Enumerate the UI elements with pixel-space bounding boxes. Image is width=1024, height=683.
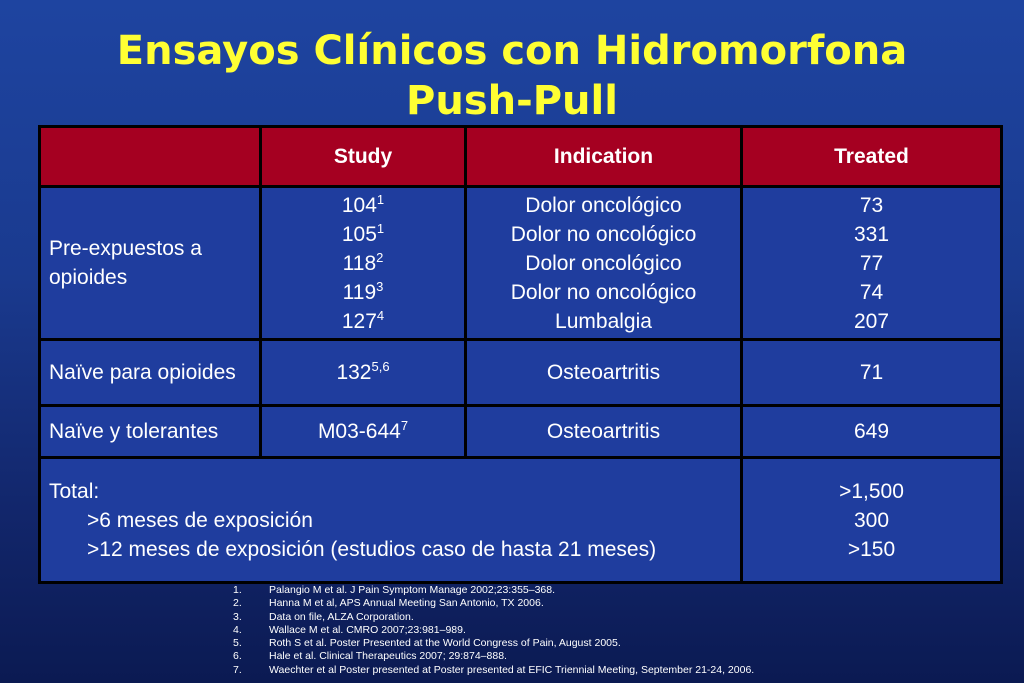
table-row <box>40 187 1002 340</box>
treated-value: 71 <box>859 361 884 384</box>
total-values-cell <box>742 458 1002 583</box>
reference-item <box>233 650 754 663</box>
slide-title-line-1: Ensayos Clínicos con Hidromorfona <box>116 28 908 74</box>
table-row <box>40 340 1002 406</box>
study-ref: 3 <box>376 278 384 294</box>
group-label: Pre-expuestos a opioides <box>40 187 261 340</box>
group-label: Naïve y tolerantes <box>40 406 261 458</box>
reference-number: 4. <box>233 623 242 636</box>
reference-number: 3. <box>233 610 242 623</box>
reference-text: Hanna M et al, APS Annual Meeting San Antonio, TX 2006. <box>269 597 544 610</box>
treated-value: 207 <box>853 309 890 333</box>
study-ref: 2 <box>376 249 384 265</box>
study-cell <box>261 340 466 406</box>
study-ref: 5,6 <box>371 359 390 374</box>
treated-value: 73 <box>859 193 884 217</box>
treated-cell <box>742 406 1002 458</box>
study-cell <box>261 406 466 458</box>
reference-number: 7. <box>233 663 242 676</box>
study-id: 132 <box>336 361 372 384</box>
study-ref: 1 <box>376 191 385 207</box>
reference-text: Data on file, ALZA Corporation. <box>269 610 414 623</box>
total-label: Total: <box>49 479 100 503</box>
study-id: M03-644 <box>317 420 401 443</box>
slide-title-line-2: Push-Pull <box>406 78 618 124</box>
reference-item <box>233 597 754 610</box>
reference-text: Palangio M et al. J Pain Symptom Manage 2002;23:355–368. <box>269 584 556 596</box>
study-ref: 1 <box>376 220 385 236</box>
total-value: >1,500 <box>839 479 904 503</box>
references-list <box>233 584 754 677</box>
study-id: 119 <box>342 280 377 304</box>
reference-item <box>233 584 754 597</box>
total-item: >6 meses de exposición <box>87 508 313 532</box>
study-id: 118 <box>342 251 377 275</box>
total-item: >12 meses de exposición (estudios caso de hasta 21 meses) <box>87 537 657 561</box>
reference-text: Hale et al. Clinical Therapeutics 2007; 29:874–888. <box>269 650 507 663</box>
header-indication: Indication <box>466 127 742 187</box>
reference-number: 2. <box>233 597 242 610</box>
indication-text: Dolor oncológico <box>525 251 682 275</box>
table-total-row <box>40 458 1002 583</box>
table-row <box>40 406 1002 458</box>
indication-cell <box>466 406 742 458</box>
reference-number: 6. <box>233 650 242 663</box>
total-label-cell <box>40 458 742 583</box>
total-value: 300 <box>853 508 890 532</box>
header-empty-cell <box>40 127 261 187</box>
indication-text: Osteoartritis <box>546 361 661 384</box>
group-label: Naïve para opioides <box>40 340 261 406</box>
treated-value: 77 <box>859 251 884 275</box>
reference-item <box>233 637 754 650</box>
indication-cell <box>466 187 742 340</box>
reference-item <box>233 664 754 677</box>
clinical-trials-table <box>38 125 1003 584</box>
reference-text: Waechter et al Poster presented at Poster presented at EFIC Triennial Meeting, September 21-24, 2006. <box>269 663 755 676</box>
reference-item <box>233 624 754 637</box>
table-header-row <box>40 127 1002 187</box>
reference-number: 1. <box>233 584 242 596</box>
study-id: 127 <box>341 309 377 333</box>
treated-value: 649 <box>853 420 890 443</box>
study-cell <box>261 187 466 340</box>
total-value: >150 <box>847 537 896 561</box>
study-ref: 7 <box>400 418 409 433</box>
reference-item <box>233 611 754 624</box>
header-study: Study <box>261 127 466 187</box>
study-id: 105 <box>341 222 377 246</box>
treated-cell <box>742 340 1002 406</box>
indication-text: Dolor oncológico <box>525 193 682 217</box>
indication-text: Osteoartritis <box>546 420 661 443</box>
treated-value: 331 <box>853 222 890 246</box>
reference-number: 5. <box>233 637 242 650</box>
reference-text: Roth S et al. Poster Presented at the World Congress of Pain, August 2005. <box>269 637 621 650</box>
indication-text: Lumbalgia <box>555 309 652 333</box>
slide-title <box>0 26 1024 126</box>
study-ref: 4 <box>376 307 385 323</box>
reference-text: Wallace M et al. CMRO 2007;23:981–989. <box>269 623 466 636</box>
study-id: 104 <box>341 193 377 217</box>
treated-cell <box>742 187 1002 340</box>
indication-cell <box>466 340 742 406</box>
indication-text: Dolor no oncológico <box>510 222 697 246</box>
indication-text: Dolor no oncológico <box>510 280 697 304</box>
header-treated: Treated <box>742 127 1002 187</box>
treated-value: 74 <box>859 280 884 304</box>
